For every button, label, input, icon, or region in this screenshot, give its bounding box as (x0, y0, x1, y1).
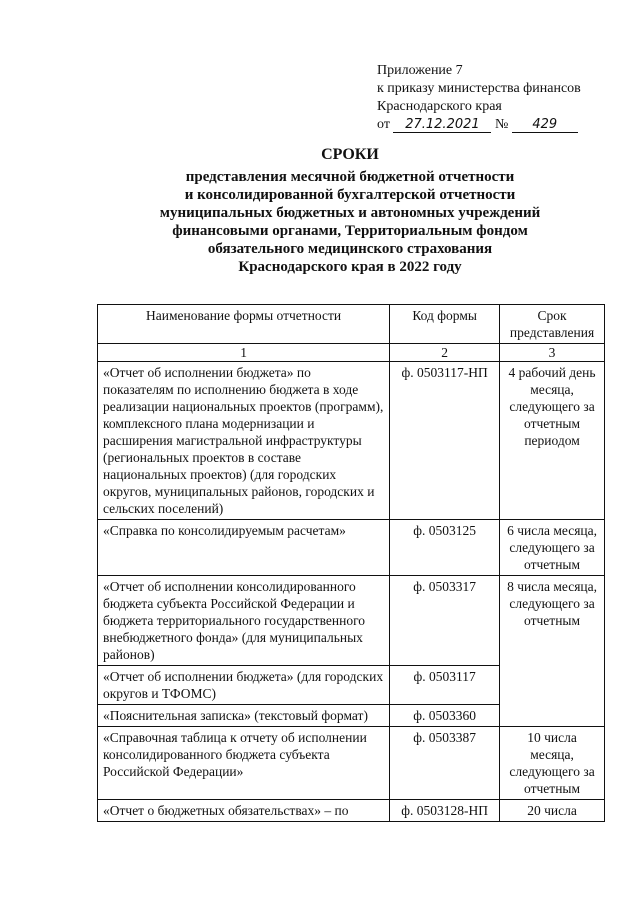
header-deadline: Срок представления (500, 305, 605, 344)
form-name: «Отчет об исполнении бюджета» по показателям по исполнению бюджета в ходе реализации национальных проектов (программ), комплексного плана модернизации и расширения магистральной инфраструктуры (региональных проектов в составе национальных проектов) (для городских округов, муниципальных районов, городских и сельских поселений) (98, 362, 390, 520)
form-code: ф. 0503387 (390, 727, 500, 800)
form-deadline: 4 рабочий день месяца, следующего за отчетным периодом (500, 362, 605, 520)
header-form-name: Наименование формы отчетности (98, 305, 390, 344)
form-code: ф. 0503125 (390, 520, 500, 576)
form-name: «Справочная таблица к отчету об исполнении консолидированного бюджета субъекта Российской Федерации» (98, 727, 390, 800)
form-name: «Отчет об исполнении консолидированного бюджета субъекта Российской Федерации и бюджета территориального государственного внебюджетного фонда» (для муниципальных районов) (98, 576, 390, 666)
column-number: 1 (98, 344, 390, 362)
appendix-block (377, 62, 581, 134)
deadlines-table (97, 304, 605, 822)
form-code: ф. 0503360 (390, 705, 500, 727)
appendix-date-line (377, 116, 581, 134)
order-date: 27.12.2021 (393, 118, 491, 133)
document-title (60, 146, 640, 276)
title-line: и консолидированной бухгалтерской отчетности (184, 187, 516, 203)
from-label: от (377, 117, 390, 132)
form-code: ф. 0503317 (390, 576, 500, 666)
title-line: обязательного медицинского страхования (207, 241, 493, 257)
appendix-title: Приложение 7 (377, 63, 463, 78)
form-deadline: 10 числа месяца, следующего за отчетным (500, 727, 605, 800)
form-code: ф. 0503128-НП (390, 800, 500, 822)
form-code: ф. 0503117-НП (390, 362, 500, 520)
table-header-row (98, 305, 605, 344)
form-deadline: 6 числа месяца, следующего за отчетным (500, 520, 605, 576)
form-name: «Справка по консолидируемым расчетам» (98, 520, 390, 576)
column-number: 3 (500, 344, 605, 362)
table-row (98, 362, 605, 520)
form-name: «Пояснительная записка» (текстовый формат) (98, 705, 390, 727)
column-numbers-row (98, 344, 605, 362)
form-code: ф. 0503117 (390, 666, 500, 705)
table-row (98, 727, 605, 800)
table-row (98, 576, 605, 666)
appendix-order: к приказу министерства финансов (377, 81, 581, 96)
number-label: № (494, 117, 509, 132)
header-form-code: Код формы (390, 305, 500, 344)
column-number: 2 (390, 344, 500, 362)
form-name: «Отчет об исполнении бюджета» (для городских округов и ТФОМС) (98, 666, 390, 705)
appendix-region: Краснодарского края (377, 99, 502, 114)
title-line: муниципальных бюджетных и автономных учреждений (159, 205, 541, 221)
order-number: 429 (512, 118, 578, 133)
title-line: представления месячной бюджетной отчетности (185, 169, 515, 185)
title-line: финансовыми органами, Территориальным фондом (172, 223, 528, 239)
title-heading: СРОКИ (321, 146, 379, 163)
form-name: «Отчет о бюджетных обязательствах» – по (98, 800, 390, 822)
title-line: Краснодарского края в 2022 году (238, 259, 462, 275)
form-deadline: 8 числа месяца, следующего за отчетным (500, 576, 605, 727)
table-row (98, 800, 605, 822)
form-deadline: 20 числа (500, 800, 605, 822)
table-row (98, 520, 605, 576)
